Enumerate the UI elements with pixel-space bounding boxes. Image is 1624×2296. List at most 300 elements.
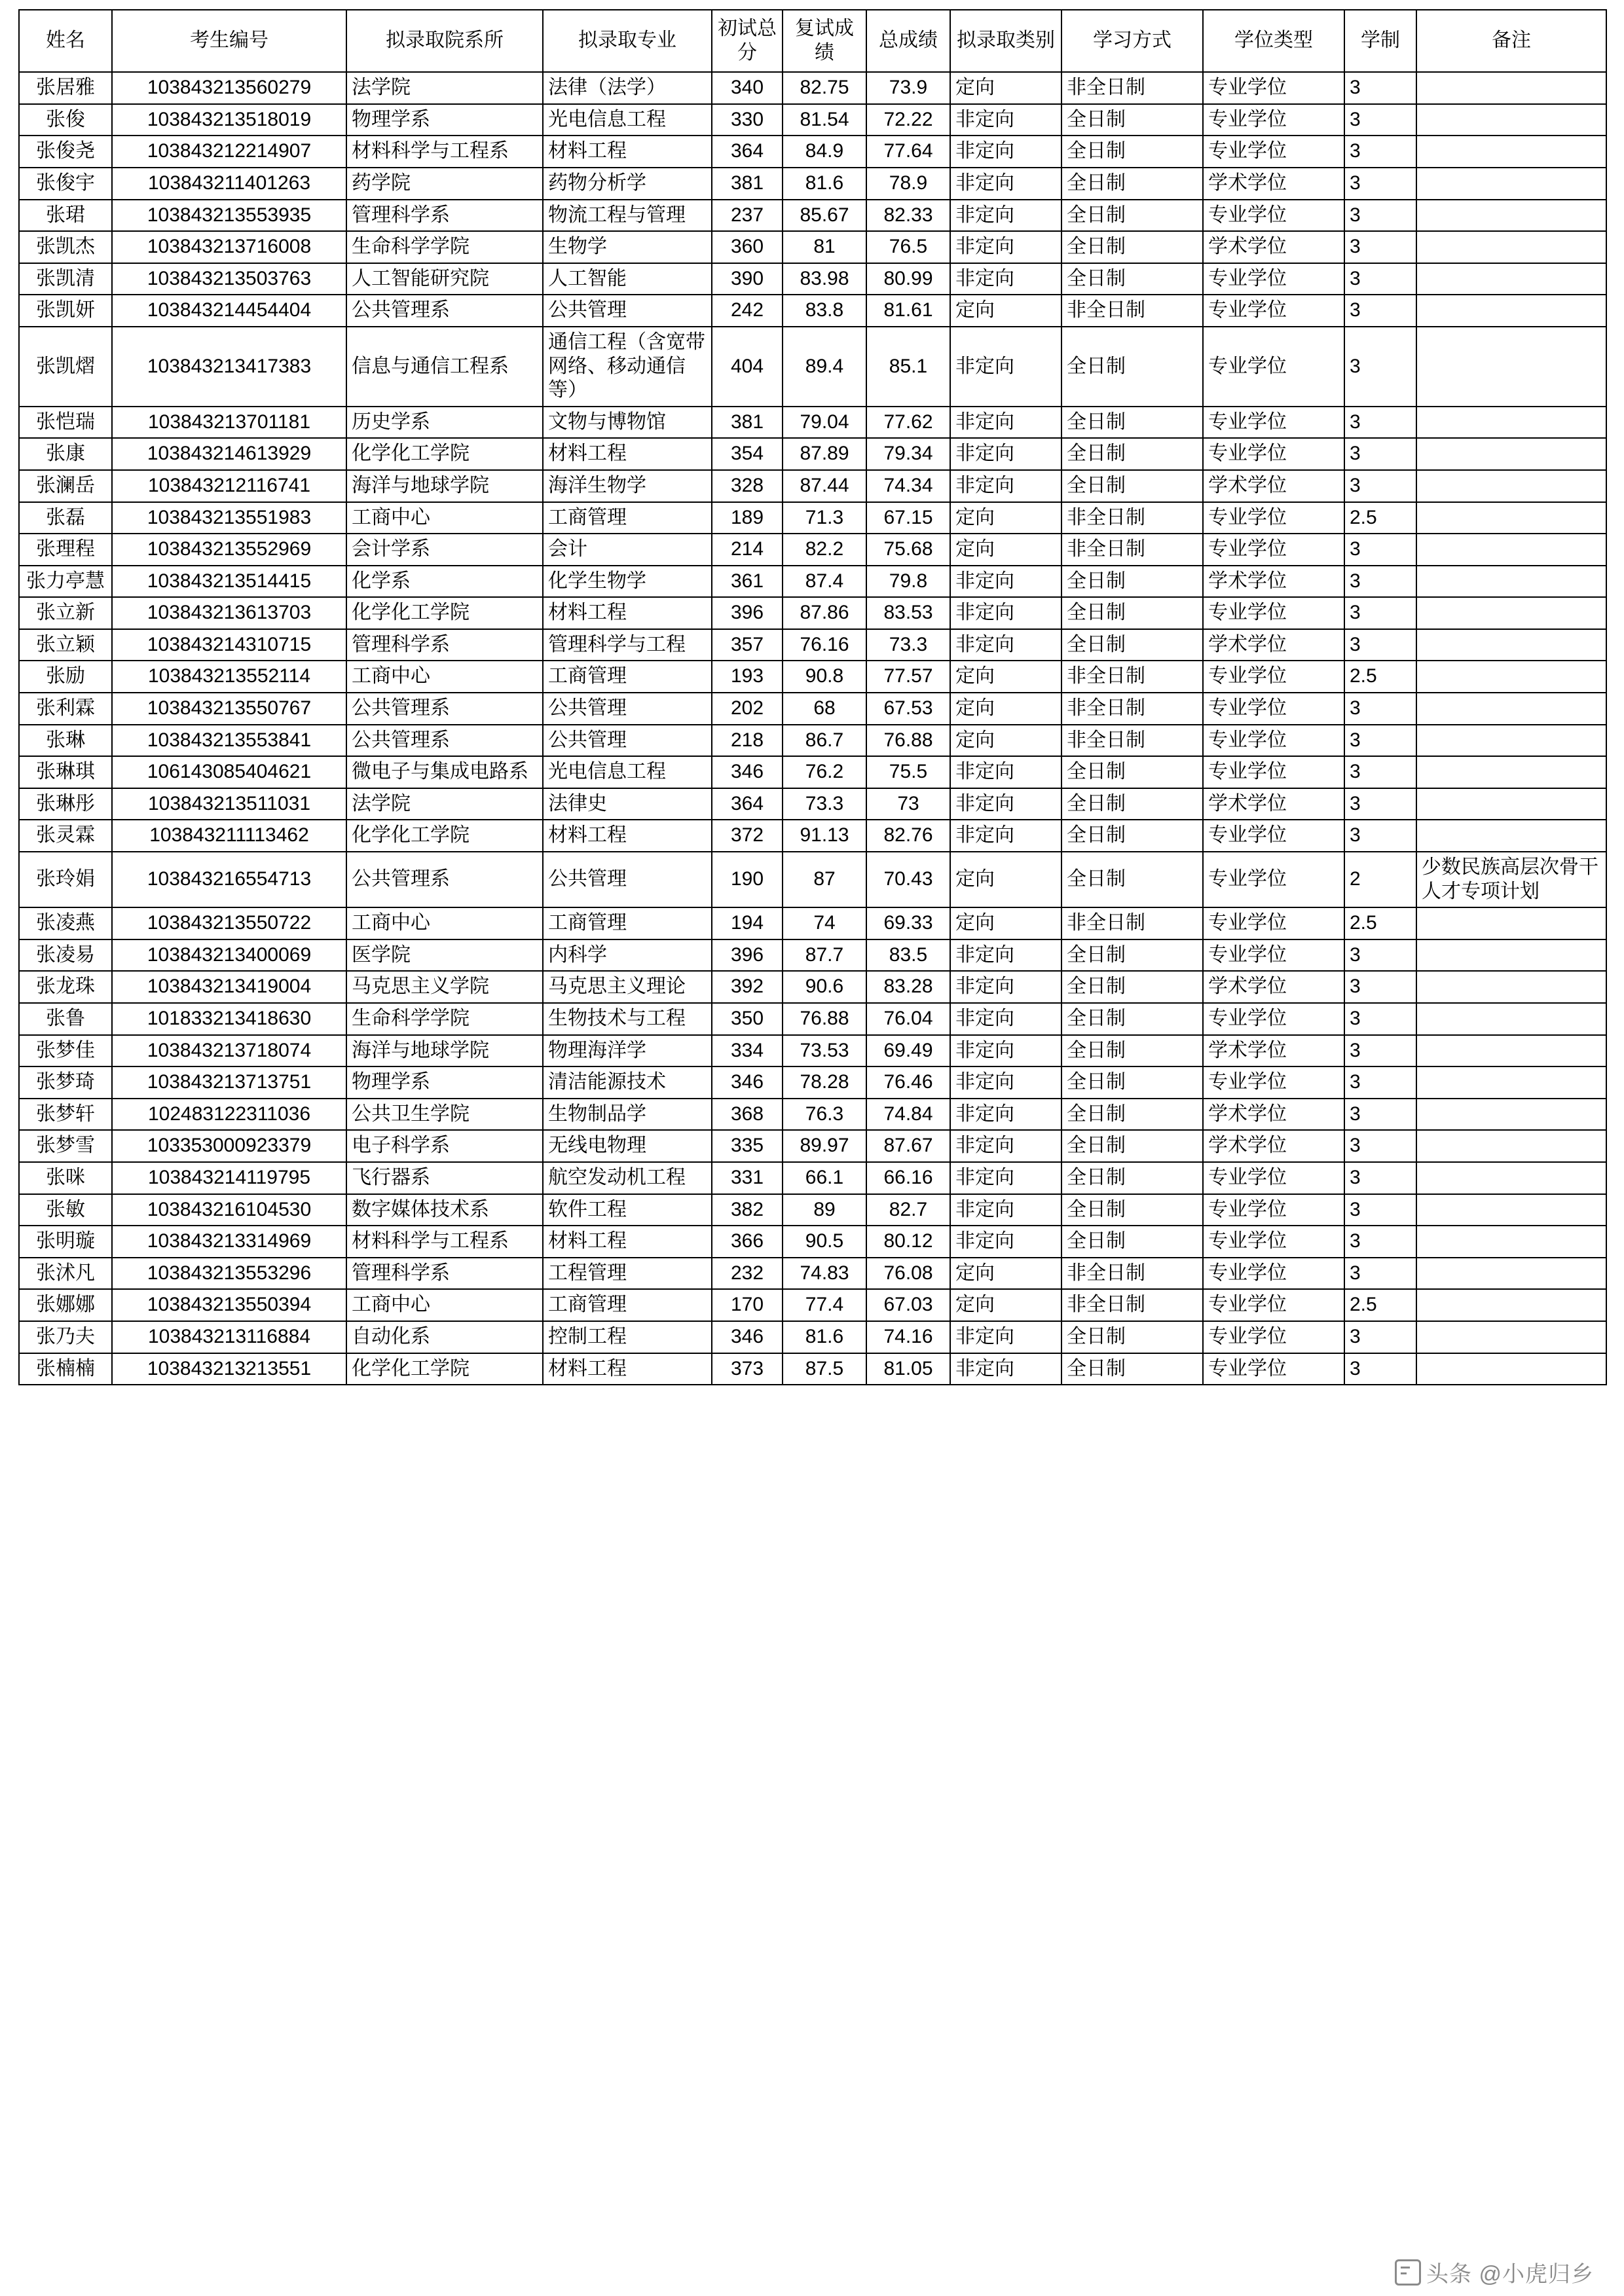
- cell-second-exam-score: 76.2: [783, 756, 866, 788]
- cell-student-name: 张凌易: [19, 939, 112, 972]
- cell-remark: [1416, 597, 1606, 629]
- cell-study-mode: 全日制: [1061, 1099, 1203, 1131]
- cell-first-exam-score: 382: [712, 1194, 783, 1226]
- cell-student-name: 张理程: [19, 534, 112, 566]
- cell-admission-category: 定向: [950, 502, 1061, 534]
- cell-second-exam-score: 87.5: [783, 1353, 866, 1385]
- cell-duration: 3: [1344, 820, 1416, 852]
- cell-student-name: 张灵霖: [19, 820, 112, 852]
- cell-student-name: 张恺瑞: [19, 407, 112, 439]
- cell-department: 化学化工学院: [346, 597, 543, 629]
- cell-major: 药物分析学: [543, 168, 712, 200]
- cell-degree-type: 学术学位: [1203, 231, 1344, 263]
- column-header-department: 拟录取院系所: [346, 10, 543, 72]
- cell-student-name: 张梦佳: [19, 1035, 112, 1067]
- cell-duration: 3: [1344, 1003, 1416, 1035]
- cell-total-score: 74.16: [866, 1321, 950, 1353]
- cell-second-exam-score: 74: [783, 907, 866, 939]
- cell-total-score: 81.61: [866, 295, 950, 327]
- table-row: [19, 1321, 1606, 1353]
- cell-student-name: 张龙珠: [19, 971, 112, 1003]
- cell-total-score: 87.67: [866, 1130, 950, 1162]
- cell-duration: 3: [1344, 693, 1416, 725]
- cell-first-exam-score: 190: [712, 852, 783, 907]
- cell-total-score: 76.08: [866, 1258, 950, 1290]
- cell-major: 公共管理: [543, 295, 712, 327]
- cell-student-name: 张沭凡: [19, 1258, 112, 1290]
- cell-total-score: 80.99: [866, 263, 950, 295]
- cell-degree-type: 专业学位: [1203, 693, 1344, 725]
- cell-second-exam-score: 82.2: [783, 534, 866, 566]
- table-row: [19, 597, 1606, 629]
- table-row: [19, 1226, 1606, 1258]
- cell-study-mode: 全日制: [1061, 1353, 1203, 1385]
- cell-total-score: 77.57: [866, 661, 950, 693]
- cell-second-exam-score: 87.86: [783, 597, 866, 629]
- cell-admission-category: 非定向: [950, 438, 1061, 470]
- cell-major: 公共管理: [543, 725, 712, 757]
- cell-student-name: 张俊: [19, 104, 112, 136]
- table-row: [19, 1289, 1606, 1321]
- cell-remark: [1416, 661, 1606, 693]
- cell-admission-category: 非定向: [950, 756, 1061, 788]
- cell-duration: 2.5: [1344, 1289, 1416, 1321]
- table-row: [19, 1003, 1606, 1035]
- cell-department: 电子科学系: [346, 1130, 543, 1162]
- cell-degree-type: 专业学位: [1203, 1289, 1344, 1321]
- table-row: [19, 263, 1606, 295]
- cell-admission-category: 非定向: [950, 1194, 1061, 1226]
- cell-remark: [1416, 1226, 1606, 1258]
- table-row: [19, 820, 1606, 852]
- cell-admission-category: 定向: [950, 1289, 1061, 1321]
- cell-study-mode: 非全日制: [1061, 72, 1203, 104]
- cell-second-exam-score: 90.8: [783, 661, 866, 693]
- cell-degree-type: 专业学位: [1203, 852, 1344, 907]
- cell-total-score: 74.34: [866, 470, 950, 502]
- cell-degree-type: 学术学位: [1203, 788, 1344, 820]
- cell-admission-category: 非定向: [950, 1226, 1061, 1258]
- cell-study-mode: 非全日制: [1061, 661, 1203, 693]
- cell-remark: [1416, 1321, 1606, 1353]
- cell-duration: 3: [1344, 72, 1416, 104]
- table-row: [19, 907, 1606, 939]
- cell-study-mode: 全日制: [1061, 1194, 1203, 1226]
- cell-student-name: 张梦雪: [19, 1130, 112, 1162]
- cell-total-score: 77.62: [866, 407, 950, 439]
- cell-admission-category: 非定向: [950, 1130, 1061, 1162]
- table-row: [19, 756, 1606, 788]
- cell-exam-id: 106143085404621: [112, 756, 346, 788]
- cell-study-mode: 全日制: [1061, 470, 1203, 502]
- cell-admission-category: 非定向: [950, 597, 1061, 629]
- cell-student-name: 张澜岳: [19, 470, 112, 502]
- cell-major: 内科学: [543, 939, 712, 972]
- table-row: [19, 295, 1606, 327]
- cell-major: 材料工程: [543, 1353, 712, 1385]
- cell-first-exam-score: 390: [712, 263, 783, 295]
- cell-student-name: 张梦轩: [19, 1099, 112, 1131]
- cell-duration: 2.5: [1344, 502, 1416, 534]
- cell-degree-type: 学术学位: [1203, 1130, 1344, 1162]
- cell-duration: 3: [1344, 1066, 1416, 1099]
- cell-first-exam-score: 193: [712, 661, 783, 693]
- cell-department: 马克思主义学院: [346, 971, 543, 1003]
- cell-study-mode: 非全日制: [1061, 1258, 1203, 1290]
- cell-study-mode: 非全日制: [1061, 725, 1203, 757]
- cell-exam-id: 103843212116741: [112, 470, 346, 502]
- cell-first-exam-score: 364: [712, 788, 783, 820]
- cell-remark: [1416, 72, 1606, 104]
- cell-second-exam-score: 89: [783, 1194, 866, 1226]
- cell-first-exam-score: 232: [712, 1258, 783, 1290]
- cell-study-mode: 全日制: [1061, 263, 1203, 295]
- cell-exam-id: 103843213713751: [112, 1066, 346, 1099]
- cell-duration: 2.5: [1344, 907, 1416, 939]
- cell-remark: [1416, 629, 1606, 661]
- table-row: [19, 136, 1606, 168]
- cell-admission-category: 定向: [950, 72, 1061, 104]
- column-header-study-mode: 学习方式: [1061, 10, 1203, 72]
- cell-admission-category: 定向: [950, 852, 1061, 907]
- cell-degree-type: 专业学位: [1203, 597, 1344, 629]
- cell-degree-type: 学术学位: [1203, 470, 1344, 502]
- cell-exam-id: 103353000923379: [112, 1130, 346, 1162]
- cell-study-mode: 全日制: [1061, 1321, 1203, 1353]
- cell-study-mode: 非全日制: [1061, 295, 1203, 327]
- cell-degree-type: 专业学位: [1203, 1321, 1344, 1353]
- cell-student-name: 张立颖: [19, 629, 112, 661]
- table-row: [19, 971, 1606, 1003]
- cell-exam-id: 103843213518019: [112, 104, 346, 136]
- cell-admission-category: 定向: [950, 907, 1061, 939]
- cell-major: 生物制品学: [543, 1099, 712, 1131]
- cell-student-name: 张凯熠: [19, 327, 112, 407]
- cell-duration: 3: [1344, 1321, 1416, 1353]
- table-row: [19, 693, 1606, 725]
- table-row: [19, 725, 1606, 757]
- cell-admission-category: 定向: [950, 1258, 1061, 1290]
- cell-second-exam-score: 87.89: [783, 438, 866, 470]
- cell-first-exam-score: 242: [712, 295, 783, 327]
- cell-major: 生物技术与工程: [543, 1003, 712, 1035]
- cell-second-exam-score: 77.4: [783, 1289, 866, 1321]
- cell-first-exam-score: 357: [712, 629, 783, 661]
- cell-second-exam-score: 87.4: [783, 566, 866, 598]
- cell-study-mode: 全日制: [1061, 136, 1203, 168]
- cell-study-mode: 非全日制: [1061, 534, 1203, 566]
- cell-exam-id: 103843213718074: [112, 1035, 346, 1067]
- table-row: [19, 104, 1606, 136]
- cell-second-exam-score: 83.8: [783, 295, 866, 327]
- cell-remark: [1416, 693, 1606, 725]
- cell-total-score: 76.88: [866, 725, 950, 757]
- cell-second-exam-score: 81.6: [783, 168, 866, 200]
- cell-exam-id: 103843213550722: [112, 907, 346, 939]
- cell-exam-id: 103843214613929: [112, 438, 346, 470]
- column-header-exam-id: 考生编号: [112, 10, 346, 72]
- cell-duration: 3: [1344, 939, 1416, 972]
- cell-study-mode: 全日制: [1061, 756, 1203, 788]
- cell-exam-id: 103843213419004: [112, 971, 346, 1003]
- cell-duration: 3: [1344, 971, 1416, 1003]
- cell-degree-type: 专业学位: [1203, 1353, 1344, 1385]
- cell-duration: 3: [1344, 1226, 1416, 1258]
- cell-exam-id: 103843213613703: [112, 597, 346, 629]
- cell-admission-category: 非定向: [950, 263, 1061, 295]
- cell-duration: 3: [1344, 1353, 1416, 1385]
- cell-degree-type: 专业学位: [1203, 939, 1344, 972]
- cell-student-name: 张明璇: [19, 1226, 112, 1258]
- cell-major: 光电信息工程: [543, 756, 712, 788]
- cell-student-name: 张琳: [19, 725, 112, 757]
- cell-duration: 3: [1344, 327, 1416, 407]
- cell-admission-category: 非定向: [950, 104, 1061, 136]
- cell-duration: 2.5: [1344, 661, 1416, 693]
- cell-major: 人工智能: [543, 263, 712, 295]
- cell-total-score: 83.28: [866, 971, 950, 1003]
- cell-total-score: 79.34: [866, 438, 950, 470]
- cell-duration: 3: [1344, 470, 1416, 502]
- column-header-major: 拟录取专业: [543, 10, 712, 72]
- cell-department: 海洋与地球学院: [346, 1035, 543, 1067]
- cell-degree-type: 专业学位: [1203, 1066, 1344, 1099]
- cell-study-mode: 全日制: [1061, 1066, 1203, 1099]
- cell-admission-category: 定向: [950, 725, 1061, 757]
- news-app-icon: [1395, 2259, 1421, 2286]
- cell-second-exam-score: 83.98: [783, 263, 866, 295]
- cell-exam-id: 103843214119795: [112, 1162, 346, 1194]
- cell-major: 材料工程: [543, 820, 712, 852]
- cell-major: 航空发动机工程: [543, 1162, 712, 1194]
- cell-admission-category: 非定向: [950, 629, 1061, 661]
- cell-total-score: 83.5: [866, 939, 950, 972]
- cell-first-exam-score: 334: [712, 1035, 783, 1067]
- cell-major: 工程管理: [543, 1258, 712, 1290]
- table-row: [19, 1099, 1606, 1131]
- column-header-category: 拟录取类别: [950, 10, 1061, 72]
- cell-second-exam-score: 91.13: [783, 820, 866, 852]
- cell-degree-type: 学术学位: [1203, 971, 1344, 1003]
- cell-department: 管理科学系: [346, 1258, 543, 1290]
- table-body: [19, 72, 1606, 1385]
- cell-student-name: 张俊尧: [19, 136, 112, 168]
- cell-study-mode: 非全日制: [1061, 502, 1203, 534]
- table-row: [19, 1162, 1606, 1194]
- cell-department: 药学院: [346, 168, 543, 200]
- cell-total-score: 78.9: [866, 168, 950, 200]
- cell-first-exam-score: 360: [712, 231, 783, 263]
- cell-total-score: 73: [866, 788, 950, 820]
- cell-major: 无线电物理: [543, 1130, 712, 1162]
- cell-department: 法学院: [346, 72, 543, 104]
- cell-first-exam-score: 214: [712, 534, 783, 566]
- cell-degree-type: 学术学位: [1203, 629, 1344, 661]
- cell-department: 法学院: [346, 788, 543, 820]
- cell-admission-category: 非定向: [950, 327, 1061, 407]
- table-header: [19, 10, 1606, 72]
- cell-second-exam-score: 82.75: [783, 72, 866, 104]
- cell-degree-type: 专业学位: [1203, 1226, 1344, 1258]
- cell-duration: 3: [1344, 725, 1416, 757]
- column-header-duration: 学制: [1344, 10, 1416, 72]
- cell-major: 会计: [543, 534, 712, 566]
- cell-duration: 3: [1344, 168, 1416, 200]
- cell-study-mode: 全日制: [1061, 438, 1203, 470]
- cell-remark: [1416, 1162, 1606, 1194]
- cell-major: 通信工程（含宽带网络、移动通信等）: [543, 327, 712, 407]
- cell-exam-id: 103843216104530: [112, 1194, 346, 1226]
- cell-duration: 3: [1344, 200, 1416, 232]
- cell-student-name: 张琳彤: [19, 788, 112, 820]
- cell-admission-category: 非定向: [950, 1321, 1061, 1353]
- cell-total-score: 83.53: [866, 597, 950, 629]
- cell-second-exam-score: 76.16: [783, 629, 866, 661]
- cell-department: 生命科学学院: [346, 231, 543, 263]
- cell-total-score: 85.1: [866, 327, 950, 407]
- cell-second-exam-score: 90.6: [783, 971, 866, 1003]
- cell-department: 飞行器系: [346, 1162, 543, 1194]
- cell-degree-type: 专业学位: [1203, 756, 1344, 788]
- cell-major: 软件工程: [543, 1194, 712, 1226]
- table-row: [19, 939, 1606, 972]
- cell-study-mode: 全日制: [1061, 407, 1203, 439]
- cell-total-score: 73.3: [866, 629, 950, 661]
- cell-student-name: 张乃夫: [19, 1321, 112, 1353]
- table-row: [19, 852, 1606, 907]
- table-row: [19, 438, 1606, 470]
- cell-degree-type: 专业学位: [1203, 295, 1344, 327]
- cell-first-exam-score: 189: [712, 502, 783, 534]
- cell-department: 医学院: [346, 939, 543, 972]
- cell-total-score: 82.7: [866, 1194, 950, 1226]
- cell-first-exam-score: 330: [712, 104, 783, 136]
- cell-first-exam-score: 392: [712, 971, 783, 1003]
- cell-admission-category: 非定向: [950, 136, 1061, 168]
- cell-remark: [1416, 725, 1606, 757]
- cell-major: 物理海洋学: [543, 1035, 712, 1067]
- cell-study-mode: 全日制: [1061, 231, 1203, 263]
- cell-student-name: 张康: [19, 438, 112, 470]
- cell-student-name: 张珺: [19, 200, 112, 232]
- cell-exam-id: 103843213400069: [112, 939, 346, 972]
- cell-admission-category: 非定向: [950, 939, 1061, 972]
- cell-degree-type: 专业学位: [1203, 200, 1344, 232]
- cell-admission-category: 非定向: [950, 200, 1061, 232]
- cell-student-name: 张楠楠: [19, 1353, 112, 1385]
- cell-second-exam-score: 89.97: [783, 1130, 866, 1162]
- cell-total-score: 75.68: [866, 534, 950, 566]
- cell-second-exam-score: 81.6: [783, 1321, 866, 1353]
- cell-remark: [1416, 104, 1606, 136]
- table-header-row: [19, 10, 1606, 72]
- cell-duration: 3: [1344, 534, 1416, 566]
- cell-department: 工商中心: [346, 661, 543, 693]
- cell-student-name: 张磊: [19, 502, 112, 534]
- cell-department: 数字媒体技术系: [346, 1194, 543, 1226]
- cell-remark: [1416, 263, 1606, 295]
- cell-department: 化学化工学院: [346, 820, 543, 852]
- cell-remark: [1416, 1289, 1606, 1321]
- cell-first-exam-score: 354: [712, 438, 783, 470]
- cell-remark: [1416, 1258, 1606, 1290]
- cell-second-exam-score: 74.83: [783, 1258, 866, 1290]
- cell-second-exam-score: 79.04: [783, 407, 866, 439]
- cell-exam-id: 103843213213551: [112, 1353, 346, 1385]
- cell-admission-category: 非定向: [950, 820, 1061, 852]
- cell-admission-category: 非定向: [950, 1066, 1061, 1099]
- cell-remark: [1416, 820, 1606, 852]
- cell-second-exam-score: 87: [783, 852, 866, 907]
- cell-duration: 3: [1344, 566, 1416, 598]
- cell-remark: [1416, 788, 1606, 820]
- cell-first-exam-score: 346: [712, 1321, 783, 1353]
- cell-student-name: 张鲁: [19, 1003, 112, 1035]
- cell-admission-category: 非定向: [950, 788, 1061, 820]
- cell-major: 材料工程: [543, 1226, 712, 1258]
- cell-department: 物理学系: [346, 104, 543, 136]
- column-header-second-exam-score: 复试成绩: [783, 10, 866, 72]
- cell-total-score: 76.46: [866, 1066, 950, 1099]
- cell-second-exam-score: 84.9: [783, 136, 866, 168]
- cell-admission-category: 非定向: [950, 407, 1061, 439]
- cell-study-mode: 全日制: [1061, 629, 1203, 661]
- cell-major: 化学生物学: [543, 566, 712, 598]
- cell-department: 人工智能研究院: [346, 263, 543, 295]
- cell-remark: [1416, 1130, 1606, 1162]
- cell-degree-type: 专业学位: [1203, 327, 1344, 407]
- cell-study-mode: 全日制: [1061, 971, 1203, 1003]
- cell-department: 工商中心: [346, 1289, 543, 1321]
- cell-duration: 3: [1344, 1130, 1416, 1162]
- cell-admission-category: 定向: [950, 295, 1061, 327]
- cell-exam-id: 103843211401263: [112, 168, 346, 200]
- cell-second-exam-score: 73.53: [783, 1035, 866, 1067]
- cell-study-mode: 全日制: [1061, 327, 1203, 407]
- cell-remark: [1416, 907, 1606, 939]
- cell-major: 文物与博物馆: [543, 407, 712, 439]
- cell-exam-id: 103843211113462: [112, 820, 346, 852]
- cell-degree-type: 专业学位: [1203, 502, 1344, 534]
- cell-second-exam-score: 87.7: [783, 939, 866, 972]
- cell-duration: 3: [1344, 597, 1416, 629]
- cell-major: 工商管理: [543, 661, 712, 693]
- cell-duration: 3: [1344, 1035, 1416, 1067]
- cell-first-exam-score: 361: [712, 566, 783, 598]
- cell-duration: 3: [1344, 136, 1416, 168]
- column-header-total-score: 总成绩: [866, 10, 950, 72]
- cell-exam-id: 103843213511031: [112, 788, 346, 820]
- cell-duration: 3: [1344, 1194, 1416, 1226]
- cell-exam-id: 103843214454404: [112, 295, 346, 327]
- cell-total-score: 79.8: [866, 566, 950, 598]
- cell-exam-id: 103843213550767: [112, 693, 346, 725]
- table-row: [19, 1353, 1606, 1385]
- cell-exam-id: 103843213701181: [112, 407, 346, 439]
- cell-exam-id: 101833213418630: [112, 1003, 346, 1035]
- cell-admission-category: 非定向: [950, 566, 1061, 598]
- cell-degree-type: 专业学位: [1203, 72, 1344, 104]
- cell-major: 生物学: [543, 231, 712, 263]
- cell-remark: [1416, 470, 1606, 502]
- cell-duration: 3: [1344, 263, 1416, 295]
- cell-remark: [1416, 407, 1606, 439]
- cell-duration: 3: [1344, 1099, 1416, 1131]
- cell-exam-id: 103843213553935: [112, 200, 346, 232]
- cell-student-name: 张敏: [19, 1194, 112, 1226]
- table-row: [19, 788, 1606, 820]
- cell-major: 控制工程: [543, 1321, 712, 1353]
